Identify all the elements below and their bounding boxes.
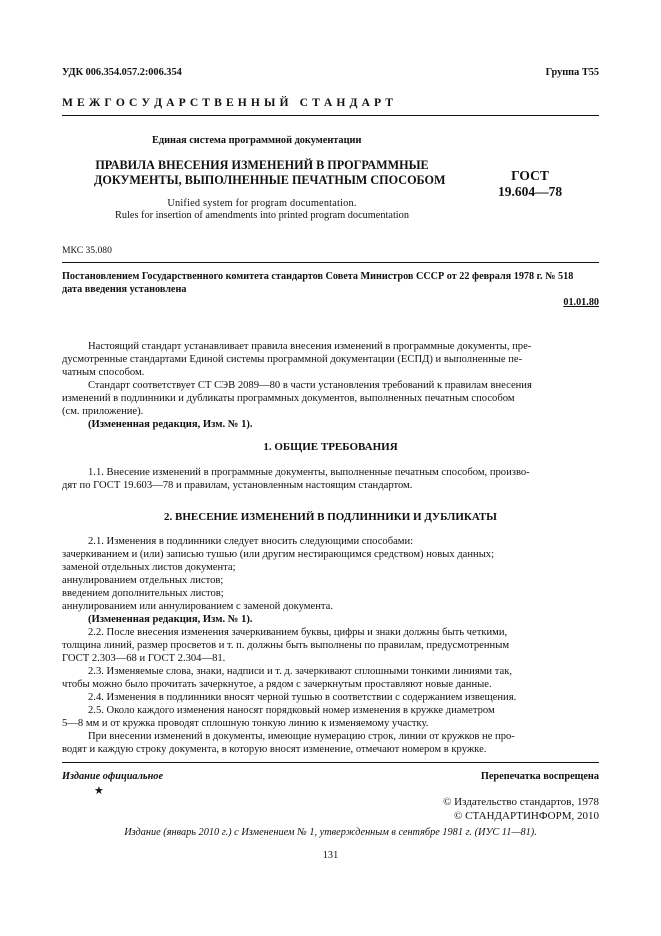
text-line: дят по ГОСТ 19.603—78 и правилам, установленным настоящим стандартом.: [62, 480, 413, 491]
footer-rule: [62, 762, 599, 763]
group-code: Группа Т55: [545, 67, 599, 78]
text-line: 2.5. Около каждого изменения наносят порядковый номер изменения в кружке диаметром: [88, 705, 495, 716]
list-item: заменой отдельных листов документа;: [62, 562, 236, 573]
star-icon: ★: [94, 785, 104, 797]
intro-paragraph-1: [62, 340, 599, 379]
paragraph-2-3: [62, 665, 599, 691]
paragraph-2-6: [62, 730, 599, 756]
paragraph-2-5: [62, 704, 599, 730]
list-item: введением дополнительных листов;: [62, 588, 224, 599]
text-line: 2.3. Изменяемые слова, знаки, надписи и т. д. зачеркивают сплошными тонкими линиями так,: [88, 666, 512, 677]
mks-rule: [62, 262, 599, 263]
english-title-line-1: Unified system for program documentation.: [167, 198, 357, 209]
list-item: аннулированием или аннулированием с заменой документа.: [62, 601, 333, 612]
text-line: чатным способом.: [62, 367, 145, 378]
intro-paragraph-2: [62, 379, 599, 418]
paragraph-2-2: [62, 626, 599, 665]
text-line: ГОСТ 2.303—68 и ГОСТ 2.304—81.: [62, 653, 226, 664]
list-item: зачеркиванием и (или) записью тушью (или другим нестирающимся средством) новых данных;: [62, 549, 495, 560]
text-line: При внесении изменений в документы, имеющие нумерацию строк, линии от кружков не про-: [88, 731, 515, 742]
section-1-paragraph: [62, 466, 599, 492]
text-line: Настоящий стандарт устанавливает правила внесения изменений в программные документы, пре-: [88, 341, 532, 352]
text-line: 2.2. После внесения изменения зачеркиванием буквы, цифры и знаки должны быть четкими,: [88, 627, 508, 638]
interstate-standard-banner: М Е Ж Г О С У Д А Р С Т В Е Н Н Ы Й С Т А Н Д А Р Т: [62, 96, 394, 109]
text-line: толщина линий, размер просветов и т. п. должны быть выполнены по правилам, предусмотренным: [62, 640, 510, 651]
text-line: дусмотренные стандартами Единой системы программной документации (ЕСПД) и выполненные пе-: [62, 354, 523, 365]
system-name: Единая система программной документации: [152, 135, 362, 146]
text-line: 2.4. Изменения в подлинники вносят черной тушью в соответствии с содержанием извещения.: [88, 692, 517, 703]
decree-line-1: Постановлением Государственного комитета стандартов Совета Министров СССР от 22 февраля 1978 г. № 518: [62, 271, 574, 282]
intro-edition-note: (Измененная редакция, Изм. № 1).: [88, 419, 253, 430]
decree-line-2: дата введения установлена: [62, 284, 187, 295]
section-2-edition-note: (Измененная редакция, Изм. № 1).: [88, 614, 253, 625]
section-2-heading: 2. ВНЕСЕНИЕ ИЗМЕНЕНИЙ В ПОДЛИННИКИ И ДУБЛИКАТЫ: [164, 511, 497, 523]
list-item: аннулированием отдельных листов;: [62, 575, 224, 586]
edition-info: Издание (январь 2010 г.) с Изменением № 1, утвержденным в сентябре 1981 г. (ИУС 11—81).: [124, 827, 537, 838]
introduction-date: 01.01.80: [563, 297, 599, 308]
copyright-line-2: © СТАНДАРТИНФОРМ, 2010: [454, 810, 599, 822]
gost-label: ГОСТ: [511, 168, 549, 183]
copyright-line-1: © Издательство стандартов, 1978: [443, 796, 599, 808]
official-edition-label: Издание официальное: [62, 771, 164, 782]
header-rule: [62, 115, 599, 116]
section-2-list-block: [62, 535, 599, 626]
text-line: 5—8 мм и от кружка проводят сплошную тонкую линию к изменяемому участку.: [62, 718, 429, 729]
text-line: изменений в подлинники и дубликаты программных документов, выполненных печатным способом: [62, 393, 515, 404]
gost-number: 19.604—78: [497, 184, 563, 199]
reprint-prohibited-label: Перепечатка воспрещена: [480, 771, 599, 782]
udk-code: УДК 006.354.057.2:006.354: [62, 67, 182, 78]
text-line: 1.1. Внесение изменений в программные документы, выполненные печатным способом, произво-: [88, 467, 530, 478]
text-line: (см. приложение).: [62, 406, 144, 417]
mks-code: МКС 35.080: [62, 245, 112, 256]
text-line: водят и каждую строку документа, в которую вносят изменение, отмечают номером в кружке.: [62, 744, 487, 755]
paragraph-2-4: [62, 691, 599, 704]
text-line: Стандарт соответствует СТ СЭВ 2089—80 в части установления требований к правилам внесения: [88, 380, 532, 391]
paragraph-2-1: 2.1. Изменения в подлинники следует вносить следующими способами:: [88, 536, 414, 547]
english-title-line-2: Rules for insertion of amendments into printed program documentation: [115, 210, 409, 221]
title-line-1: ПРАВИЛА ВНЕСЕНИЯ ИЗМЕНЕНИЙ В ПРОГРАММНЫЕ: [95, 158, 429, 172]
title-line-2: ДОКУМЕНТЫ, ВЫПОЛНЕННЫЕ ПЕЧАТНЫМ СПОСОБОМ: [94, 173, 446, 187]
text-line: чтобы можно было прочитать зачеркнутое, а рядом с зачеркнутым проставляют новые данные.: [62, 679, 492, 690]
section-1-heading: 1. ОБЩИЕ ТРЕБОВАНИЯ: [263, 441, 398, 453]
page-number: 131: [322, 850, 339, 861]
